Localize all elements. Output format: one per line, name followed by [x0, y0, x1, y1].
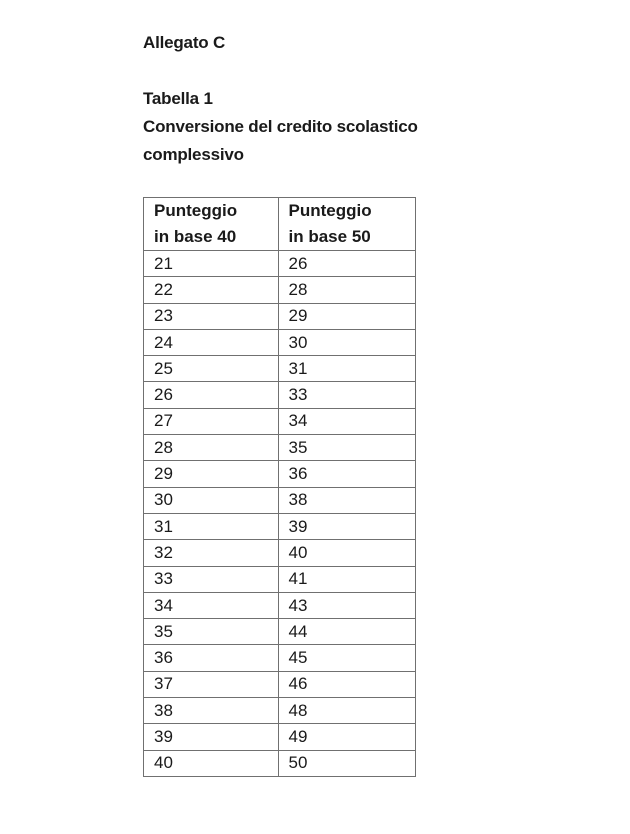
cell-base-50: 34 [278, 408, 415, 434]
table-row [144, 435, 416, 461]
cell-base-50: 33 [278, 382, 415, 408]
cell-base-40: 33 [144, 566, 279, 592]
table-row [144, 408, 416, 434]
header-base-40 [144, 198, 279, 251]
cell-base-40: 39 [144, 724, 279, 750]
table-row [144, 671, 416, 697]
table-row [144, 251, 416, 277]
table-row [144, 724, 416, 750]
table-row [144, 382, 416, 408]
cell-base-40: 40 [144, 750, 279, 776]
cell-base-50: 30 [278, 329, 415, 355]
cell-base-50: 43 [278, 592, 415, 618]
table-row [144, 698, 416, 724]
table-row [144, 645, 416, 671]
cell-base-40: 23 [144, 303, 279, 329]
table-row [144, 619, 416, 645]
cell-base-50: 38 [278, 487, 415, 513]
cell-base-50: 31 [278, 356, 415, 382]
header-label: in base 40 [154, 227, 237, 246]
table-caption-line1: Conversione del credito scolastico [143, 117, 418, 136]
cell-base-40: 26 [144, 382, 279, 408]
table-row [144, 513, 416, 539]
cell-base-40: 25 [144, 356, 279, 382]
cell-base-50: 49 [278, 724, 415, 750]
cell-base-50: 45 [278, 645, 415, 671]
table-row [144, 277, 416, 303]
cell-base-40: 32 [144, 540, 279, 566]
cell-base-40: 36 [144, 645, 279, 671]
cell-base-40: 27 [144, 408, 279, 434]
table-row [144, 356, 416, 382]
cell-base-40: 35 [144, 619, 279, 645]
table-row [144, 750, 416, 776]
table-row [144, 487, 416, 513]
cell-base-50: 48 [278, 698, 415, 724]
table-title: Tabella 1 [143, 89, 213, 108]
conversion-table [143, 197, 416, 777]
table-row [144, 303, 416, 329]
cell-base-40: 28 [144, 435, 279, 461]
table-row [144, 592, 416, 618]
table-body [144, 251, 416, 777]
header-base-50 [278, 198, 415, 251]
cell-base-50: 35 [278, 435, 415, 461]
cell-base-50: 36 [278, 461, 415, 487]
cell-base-50: 26 [278, 251, 415, 277]
cell-base-50: 39 [278, 513, 415, 539]
table-row [144, 540, 416, 566]
header-label: in base 50 [288, 227, 371, 246]
cell-base-40: 37 [144, 671, 279, 697]
cell-base-50: 40 [278, 540, 415, 566]
header-label: Punteggio [288, 201, 372, 220]
cell-base-40: 38 [144, 698, 279, 724]
cell-base-40: 31 [144, 513, 279, 539]
header-label: Punteggio [154, 201, 238, 220]
cell-base-50: 50 [278, 750, 415, 776]
cell-base-40: 24 [144, 329, 279, 355]
table-row [144, 461, 416, 487]
cell-base-40: 30 [144, 487, 279, 513]
cell-base-50: 41 [278, 566, 415, 592]
table-row [144, 566, 416, 592]
cell-base-50: 28 [278, 277, 415, 303]
cell-base-50: 46 [278, 671, 415, 697]
cell-base-40: 21 [144, 251, 279, 277]
table-caption-line2: complessivo [143, 145, 244, 164]
table-header-row [144, 198, 416, 251]
cell-base-40: 22 [144, 277, 279, 303]
cell-base-50: 44 [278, 619, 415, 645]
cell-base-50: 29 [278, 303, 415, 329]
annex-title: Allegato C [143, 33, 226, 52]
cell-base-40: 29 [144, 461, 279, 487]
table-row [144, 329, 416, 355]
cell-base-40: 34 [144, 592, 279, 618]
